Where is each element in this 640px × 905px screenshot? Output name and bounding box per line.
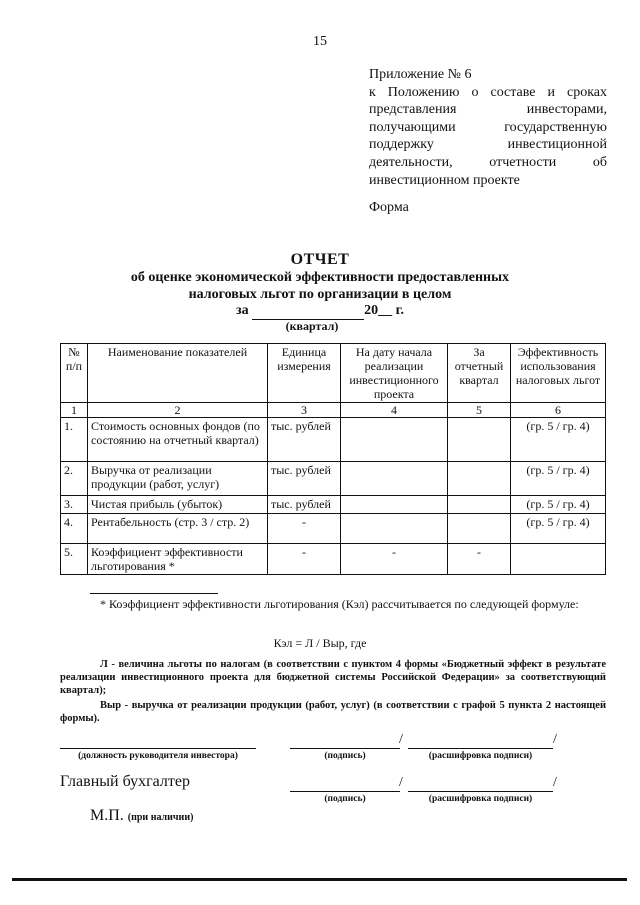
efficiency-table (60, 343, 606, 575)
seal-label (90, 807, 193, 825)
row-number: 1. (61, 418, 88, 462)
bottom-rule (12, 878, 627, 881)
signature-slash: / (399, 732, 403, 747)
row-start-value (341, 418, 448, 462)
row-quarter-value (448, 462, 511, 496)
signature-slash: / (399, 775, 403, 790)
table-row (61, 544, 606, 575)
row-name: Рентабельность (стр. 3 / стр. 2) (88, 514, 268, 544)
report-subtitle-line2: налоговых льгот по организации в целом (188, 287, 452, 302)
row-unit: - (268, 514, 341, 544)
row-number: 5. (61, 544, 88, 575)
row-efficiency: (гр. 5 / гр. 4) (511, 496, 606, 514)
row-efficiency: (гр. 5 / гр. 4) (511, 418, 606, 462)
decoding-caption: (расшифровка подписи) (428, 751, 533, 761)
form-label: Форма (369, 200, 409, 215)
report-subtitle-line1: об оценке экономической эффективности предоставленных (130, 270, 510, 285)
row-number: 2. (61, 462, 88, 496)
report-period (0, 303, 640, 320)
column-number: 5 (448, 403, 511, 418)
header-cell: Единица измерения (268, 344, 341, 403)
row-quarter-value (448, 514, 511, 544)
column-number: 4 (341, 403, 448, 418)
decoding-line (408, 791, 553, 792)
row-start-value (341, 496, 448, 514)
period-year: 20__ г. (364, 303, 404, 318)
row-unit: тыс. рублей (268, 496, 341, 514)
column-number: 6 (511, 403, 606, 418)
row-quarter-value (448, 418, 511, 462)
column-number: 2 (88, 403, 268, 418)
page-number: 15 (313, 34, 327, 49)
row-name: Коэффициент эффективности льготирования * (88, 544, 268, 575)
signature-line (290, 748, 400, 749)
seal-text: М.П. (90, 807, 124, 824)
signature-line (290, 791, 400, 792)
row-number: 4. (61, 514, 88, 544)
decoding-slash: / (553, 732, 557, 747)
row-unit: - (268, 544, 341, 575)
row-quarter-value: - (448, 544, 511, 575)
period-caption: (квартал) (285, 319, 339, 333)
header-cell: Наименование показателей (88, 344, 268, 403)
chief-accountant-label: Главный бухгалтер (60, 773, 190, 790)
table-row (61, 496, 606, 514)
table-row (61, 462, 606, 496)
row-unit: тыс. рублей (268, 462, 341, 496)
signature-caption: (подпись) (324, 794, 366, 804)
row-start-value (341, 462, 448, 496)
decoding-line (408, 748, 553, 749)
row-quarter-value (448, 496, 511, 514)
definition-vyr: Выр - выручка от реализации продукции (работ, услуг) (в соответствии с графой 5 пункта 2 настоящей формы). (60, 700, 606, 724)
row-number: 3. (61, 496, 88, 514)
footnote-text: * Коэффициент эффективности льготирования (Кэл) рассчитывается по следующей формуле: (100, 597, 579, 611)
header-cell: На дату начала реализации инвестиционного проекта (341, 344, 448, 403)
footnote-separator (90, 593, 218, 594)
appendix-title: Приложение № 6 (369, 67, 472, 82)
header-cell: Эффективность использования налоговых льгот (511, 344, 606, 403)
header-cell: За отчетный квартал (448, 344, 511, 403)
row-name: Выручка от реализации продукции (работ, услуг) (88, 462, 268, 496)
seal-note: (при наличии) (127, 812, 194, 823)
appendix-block (369, 66, 607, 189)
decoding-slash: / (553, 775, 557, 790)
row-efficiency: (гр. 5 / гр. 4) (511, 514, 606, 544)
position-line (60, 748, 256, 749)
period-prefix: за (236, 303, 249, 318)
column-number: 3 (268, 403, 341, 418)
column-number-row (61, 403, 606, 418)
formula: Кэл = Л / Выр, где (273, 636, 367, 650)
decoding-caption: (расшифровка подписи) (428, 794, 533, 804)
table-row (61, 514, 606, 544)
appendix-body: к Положению о составе и сроках представления инвесторами, получающими государственную поддержку инвестиционной деятельности, отчетности об инвестиционном проекте (369, 84, 607, 188)
table-header-row (61, 344, 606, 403)
header-cell: № п/п (61, 344, 88, 403)
period-blank (252, 303, 364, 320)
row-name: Стоимость основных фондов (по состоянию на отчетный квартал) (88, 418, 268, 462)
row-start-value: - (341, 544, 448, 575)
definition-l: Л - величина льготы по налогам (в соответствии с пунктом 4 формы «Бюджетный эффект в результате реализации инвестиционного проекта для бюджетной системы Российской Федерации» за соответствующий квартал); (60, 659, 606, 696)
row-start-value (341, 514, 448, 544)
report-title: ОТЧЕТ (290, 251, 350, 268)
column-number: 1 (61, 403, 88, 418)
table-row (61, 418, 606, 462)
position-caption: (должность руководителя инвестора) (78, 751, 238, 761)
row-efficiency (511, 544, 606, 575)
row-name: Чистая прибыль (убыток) (88, 496, 268, 514)
row-efficiency: (гр. 5 / гр. 4) (511, 462, 606, 496)
row-unit: тыс. рублей (268, 418, 341, 462)
signature-caption: (подпись) (324, 751, 366, 761)
